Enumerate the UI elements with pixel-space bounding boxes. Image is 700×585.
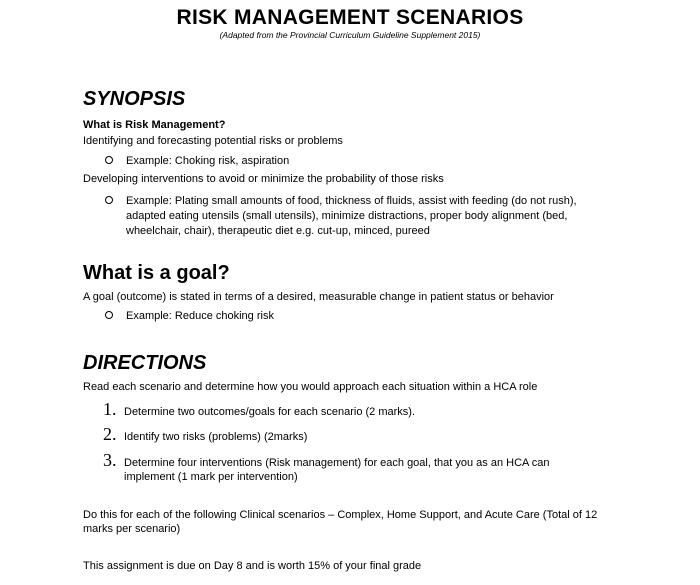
list-number: 2. bbox=[103, 424, 117, 444]
synopsis-heading: SYNOPSIS bbox=[83, 88, 186, 110]
list-number: 3. bbox=[103, 450, 117, 470]
list-item-continuation: implement (1 mark per intervention) bbox=[124, 471, 298, 483]
list-item: Determine four interventions (Risk management) for each goal, that you as an HCA can bbox=[124, 457, 550, 469]
bullet-circle-icon bbox=[105, 156, 113, 164]
directions-heading: DIRECTIONS bbox=[83, 352, 207, 374]
directions-intro: Read each scenario and determine how you would approach each situation within a HCA role bbox=[83, 381, 538, 393]
due-note: This assignment is due on Day 8 and is worth 15% of your final grade bbox=[83, 560, 422, 572]
goal-line: A goal (outcome) is stated in terms of a desired, measurable change in patient status or behavior bbox=[83, 291, 554, 303]
directions-note-line-1: Do this for each of the following Clinical scenarios – Complex, Home Support, and Acute Care (Total of 12 bbox=[83, 509, 598, 521]
bullet-circle-icon bbox=[105, 311, 113, 319]
document-title: RISK MANAGEMENT SCENARIOS bbox=[176, 6, 524, 29]
synopsis-bullet-2-line-2: adapted eating utensils (small utensils), minimize distractions, proper body alignment (bed, bbox=[126, 210, 568, 222]
list-number: 1. bbox=[103, 399, 117, 419]
synopsis-question: What is Risk Management? bbox=[83, 119, 226, 131]
directions-note-line-2: marks per scenario) bbox=[83, 523, 181, 535]
synopsis-bullet-2-line-3: wheelchair, chair), therapeutic diet e.g. cut-up, minced, pureed bbox=[126, 225, 430, 237]
synopsis-bullet-1: Example: Choking risk, aspiration bbox=[126, 155, 290, 167]
goal-bullet: Example: Reduce choking risk bbox=[126, 310, 274, 322]
synopsis-bullet-2-line-1: Example: Plating small amounts of food, thickness of fluids, assist with feeding (do not rush), bbox=[126, 195, 577, 207]
list-item: Identify two risks (problems) (2marks) bbox=[124, 431, 308, 443]
synopsis-line-1: Identifying and forecasting potential risks or problems bbox=[83, 135, 343, 147]
document-subtitle: (Adapted from the Provincial Curriculum Guideline Supplement 2015) bbox=[219, 30, 481, 40]
goal-heading: What is a goal? bbox=[83, 262, 230, 284]
bullet-circle-icon bbox=[105, 196, 113, 204]
list-item: Determine two outcomes/goals for each scenario (2 marks). bbox=[124, 406, 416, 418]
synopsis-line-2: Developing interventions to avoid or minimize the probability of those risks bbox=[83, 173, 444, 185]
